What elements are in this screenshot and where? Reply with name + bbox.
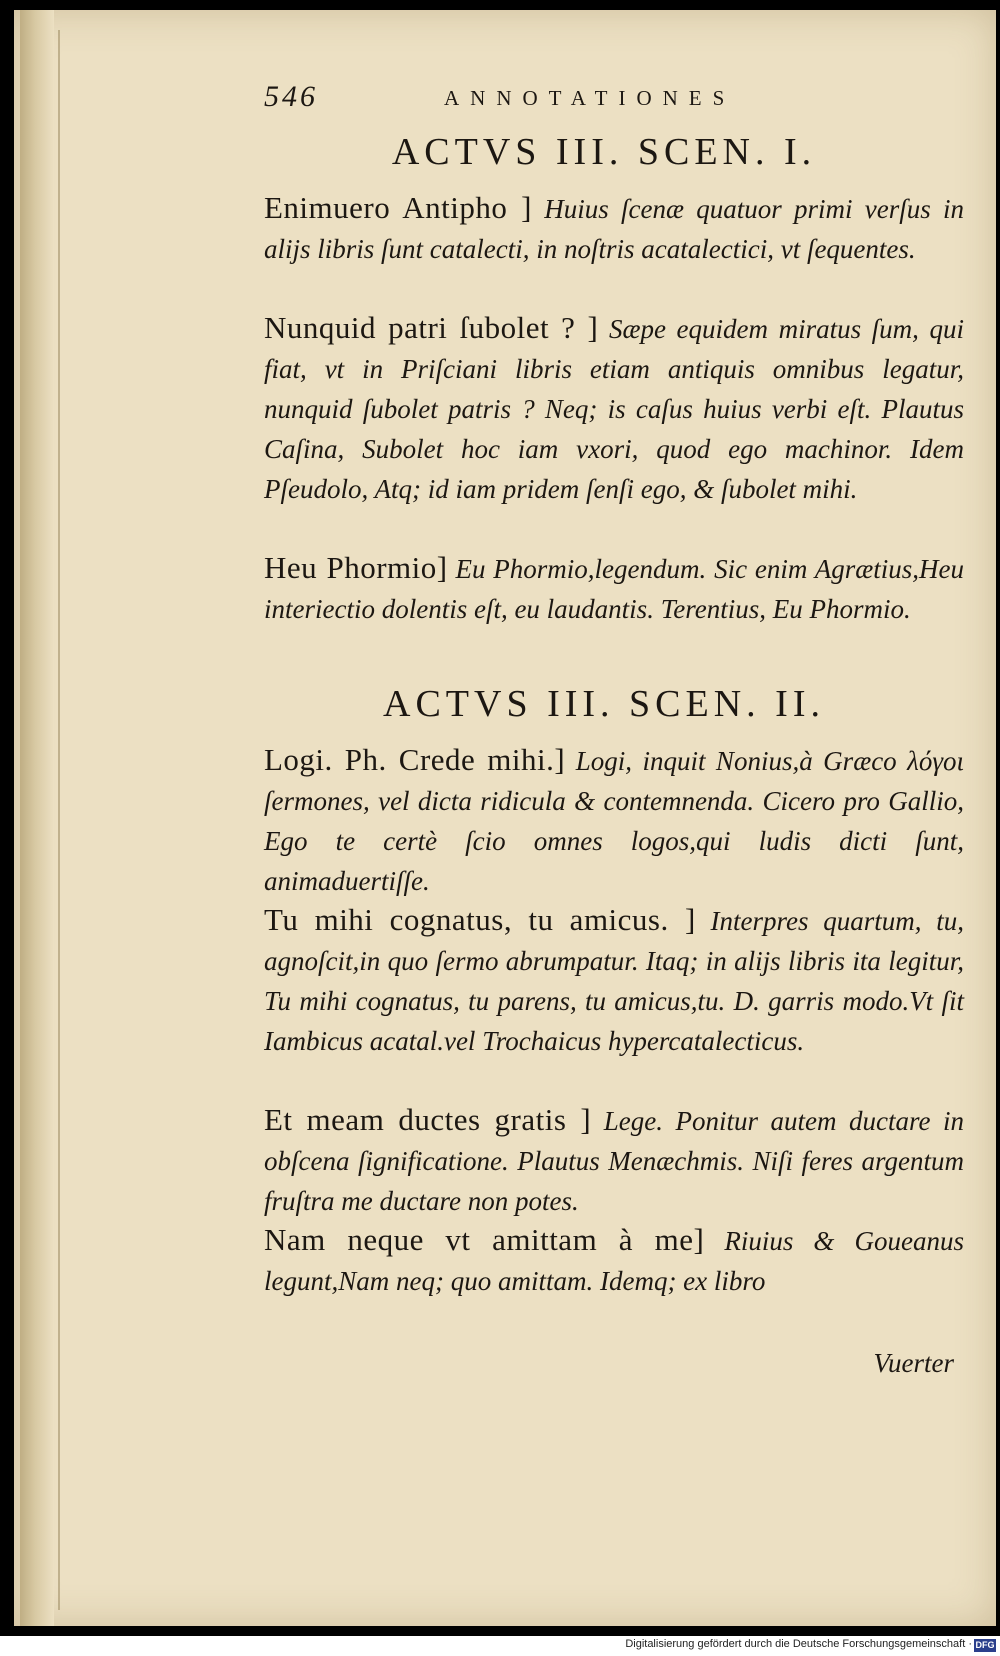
lemma: Et meam ductes gratis ] <box>264 1102 592 1137</box>
paragraph-enimuero <box>264 188 964 269</box>
page-gutter <box>20 10 54 1626</box>
lemma: Nam neque vt amittam à me] <box>264 1222 705 1257</box>
section-heading-1: ACTVS III. SCEN. I. <box>391 131 817 173</box>
running-head <box>244 80 964 120</box>
paragraph-nunquid <box>264 308 964 509</box>
running-title: ANNOTATIONES <box>444 86 736 110</box>
annotation: Huius ſcenæ quatuor primi verſus in alijs libris ſunt catalecti, in noſtris acatalectici, vt ſequentes. <box>264 194 964 264</box>
lemma: Enimuero Antipho ] <box>264 190 532 225</box>
page-number: 546 <box>264 80 318 113</box>
lemma: Tu mihi cognatus, tu amicus. ] <box>264 902 696 937</box>
annotation: Sæpe equidem miratus ſum, qui fiat, vt in Priſciani libris etiam antiquis omnibus legatur, nunquid ſubolet patris ? Neq; is caſus huius verbi eſt. Plautus Caſina, Subolet hoc iam vxori, quod ego machinor. Idem Pſeudolo, Atq; id iam pridem ſenſi ego, & ſubolet mihi. <box>264 314 965 504</box>
annotation: Interpres quartum, tu, agnoſcit,in quo ſermo abrumpatur. Itaq; in alijs libris ita legitur, Tu mihi cognatus, tu parens, tu amicus,tu. D. garris modo.Vt ſit Iambicus acatal.vel Trochaicus hypercatalecticus. <box>264 906 964 1056</box>
lemma: Nunquid patri ſubolet ? ] <box>264 310 599 345</box>
lemma: Logi. Ph. Crede mihi.] <box>264 742 566 777</box>
dfg-logo: DFG <box>975 1640 995 1650</box>
paragraph-nam-neque <box>264 1220 964 1301</box>
paragraph-tu-mihi <box>264 900 964 1061</box>
catchword: Vuerter <box>873 1348 954 1378</box>
digitization-footer <box>0 1636 1000 1656</box>
section-heading-2: ACTVS III. SCEN. II. <box>383 683 825 725</box>
annotation: Logi, inquit Nonius,à Græco λόγοι ſermones, vel dicta ridicula & contemnenda. Cicero pro Gallio, Ego te certè ſcio omnes logos,qui ludis dicti ſunt, animaduertiſſe. <box>264 746 965 896</box>
annotation: Riuius & Goueanus legunt,Nam neq; quo amittam. Idemq; ex libro <box>264 1226 964 1296</box>
paragraph-heu-phormio <box>264 548 964 629</box>
annotation: Lege. Ponitur autem ductare in obſcena ſignificatione. Plautus Menæchmis. Niſi feres argentum fruſtra me ductare non potes. <box>264 1106 964 1216</box>
gutter-line <box>58 30 60 1610</box>
funding-credit: Digitalisierung gefördert durch die Deutsche Forschungsgemeinschaft · <box>625 1638 972 1650</box>
lemma: Heu Phormio] <box>264 550 448 585</box>
paragraph-et-meam <box>264 1100 964 1221</box>
paragraph-logi <box>264 740 964 901</box>
book-page <box>14 10 996 1626</box>
annotation: Eu Phormio,legendum. Sic enim Agrætius,Heu interiectio dolentis eſt, eu laudantis. Terentius, Eu Phormio. <box>264 554 965 624</box>
